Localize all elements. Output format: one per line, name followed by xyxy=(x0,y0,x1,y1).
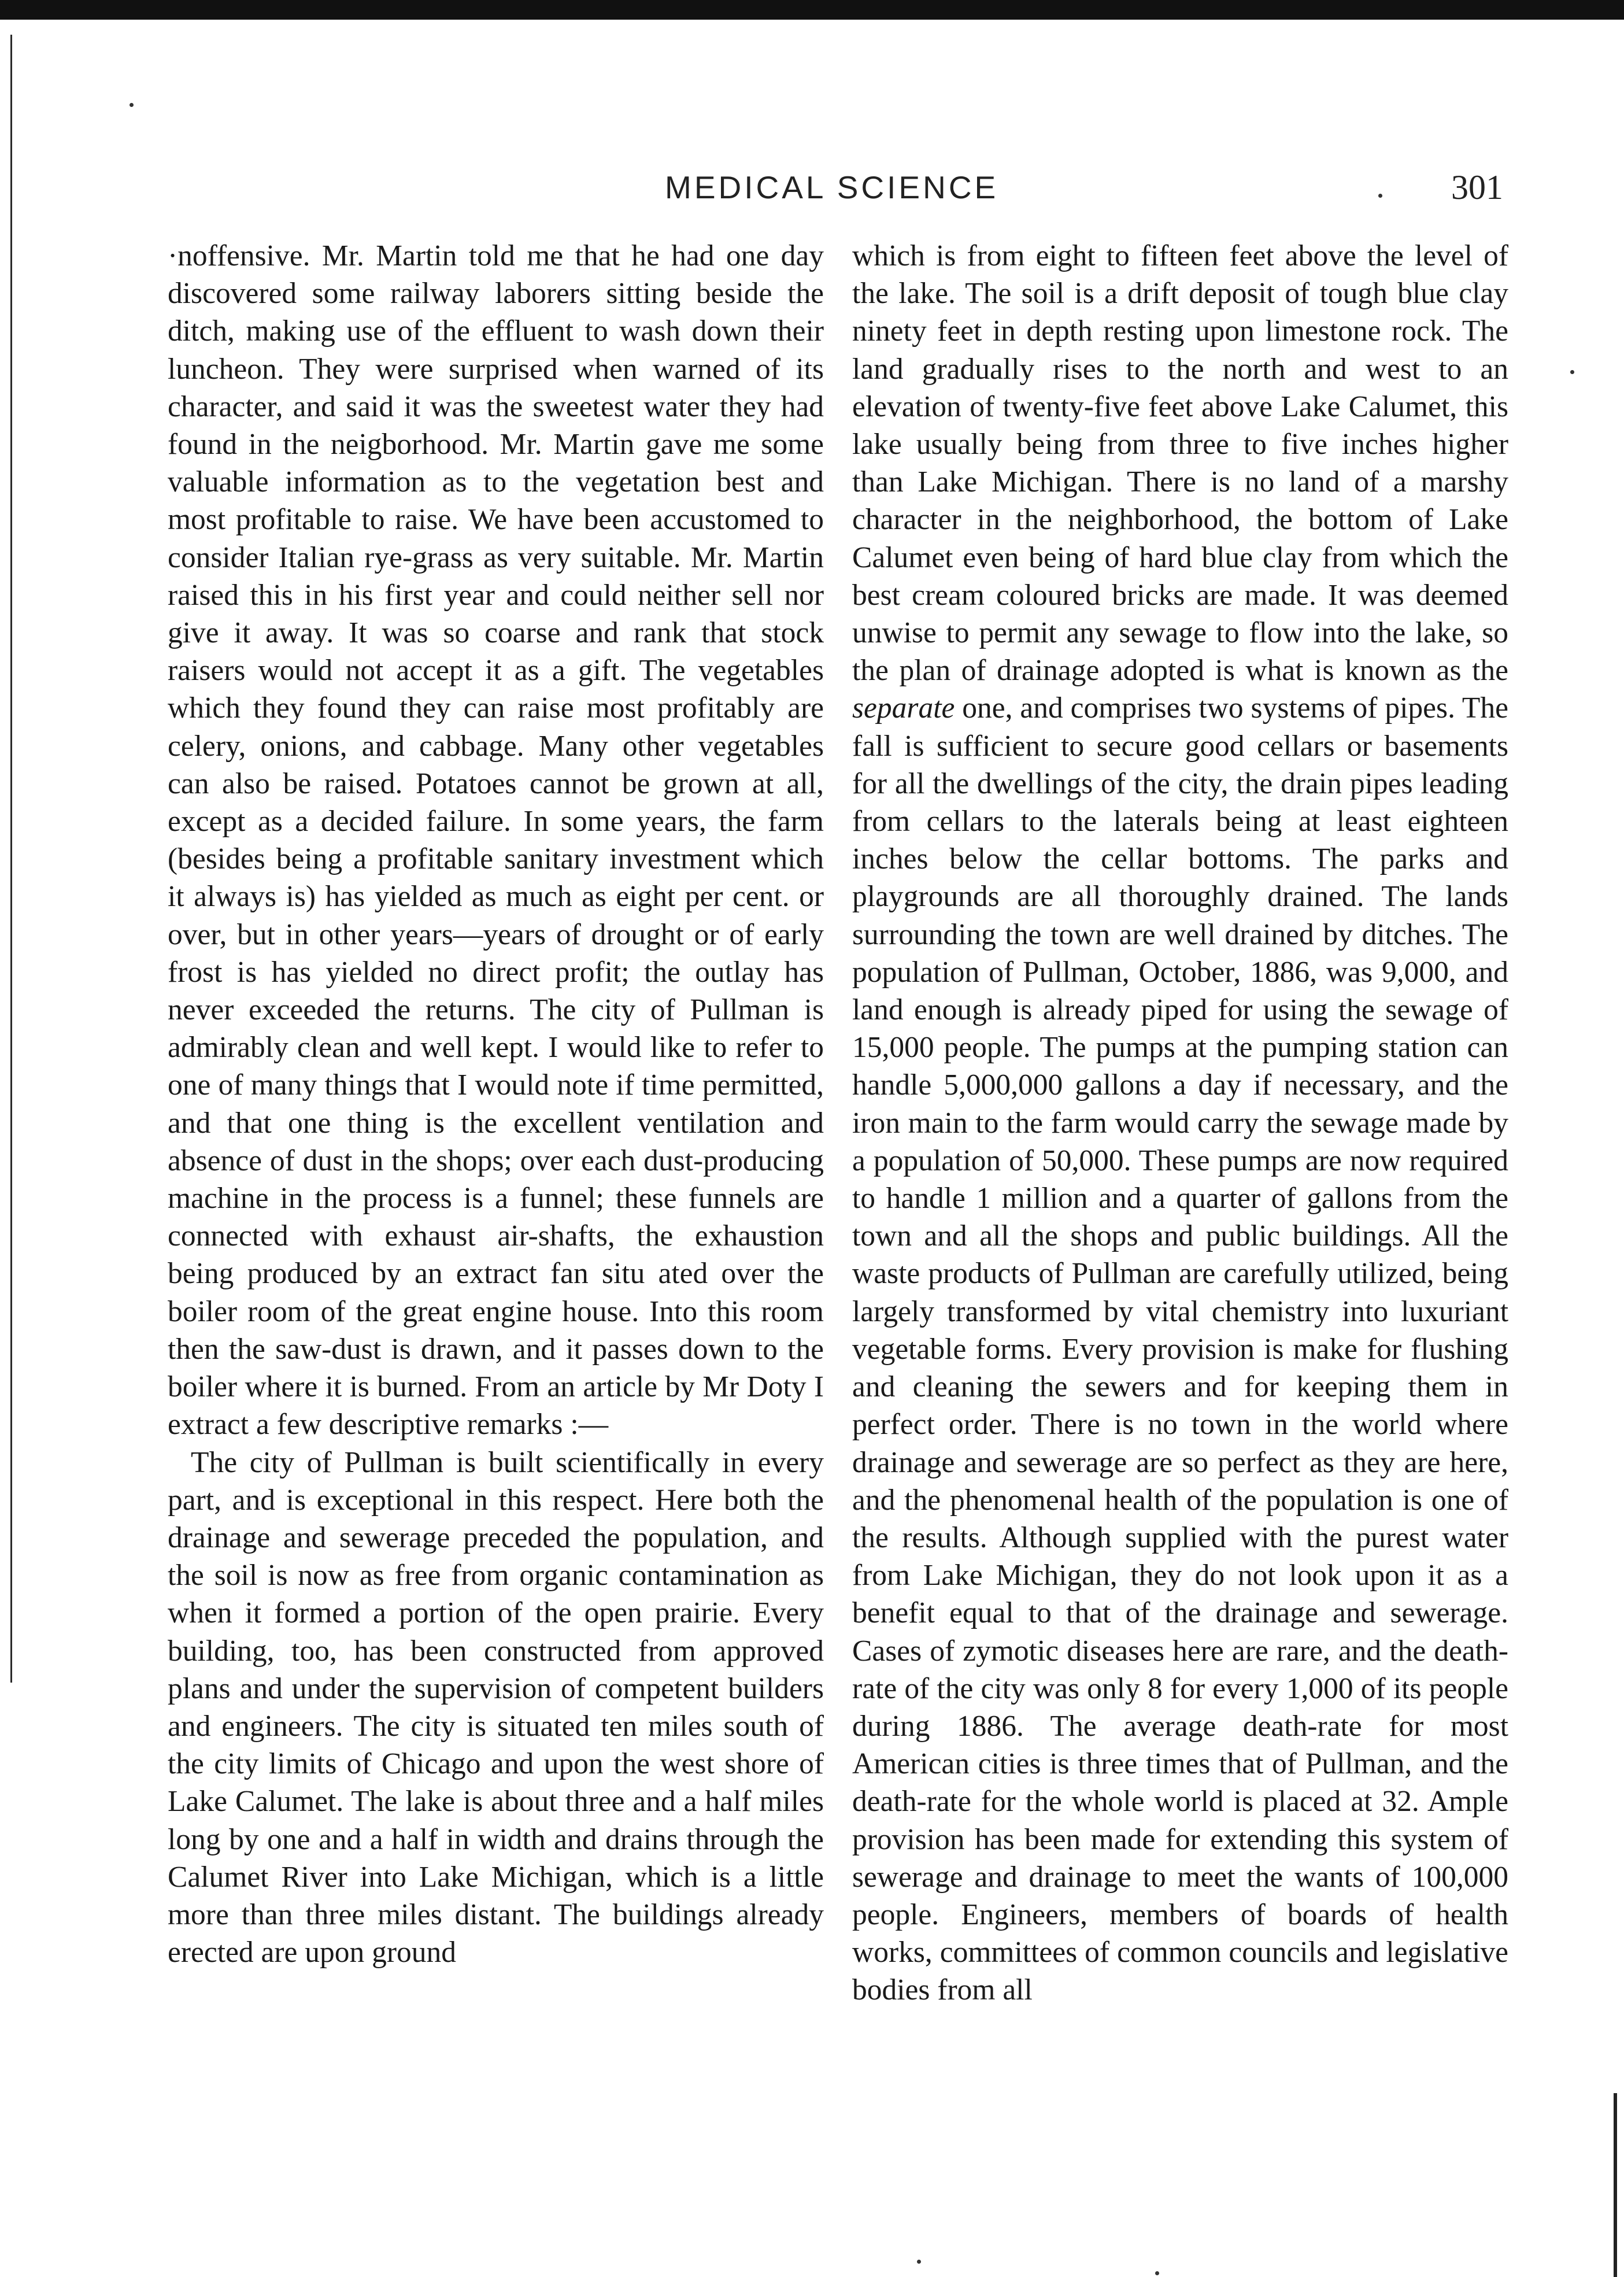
paragraph: The city of Pullman is built scientifically in every part, and is exceptional in this respect. Here both the drainage and sewerage preceded the population, and the soil is now as free from organic contamination as when it formed a portion of the open prairie. Every building, too, has been constructed from approved plans and under the supervision of competent builders and engineers. The city is situated ten miles south of the city limits of Chicago and upon the west shore of Lake Calumet. The lake is about three and a half miles long by one and a half in width and drains through the Calumet River into Lake Michigan, which is a little more than three miles distant. The buildings already erected are upon ground xyxy=(168,1446,824,1969)
scan-left-margin-line xyxy=(10,35,12,1683)
left-column xyxy=(168,237,824,1971)
paragraph: ·noffensive. Mr. Martin told me that he had one day discovered some railway laborers sitting beside the ditch, making use of the effluent to wash down their luncheon. They were surprised when warned of its character, and said it was the sweetest water they had found in the neigborhood. Mr. Martin gave me some valuable information as to the vegetation best and most profitable to raise. We have been accustomed to consider Italian rye-grass as very suitable. Mr. Martin raised this in his first year and could neither sell nor give it away. It was so coarse and rank that stock raisers would not accept it as a gift. The vegetables which they found they can raise most profitably are celery, onions, and cabbage. Many other vegetables can also be raised. Potatoes cannot be grown at all, except as a decided failure. In some years, the farm (besides being a profitable sanitary investment which it always is) has yielded as much as eight per cent. or over, but in other years—years of drought or of early frost is has yielded no direct profit; the outlay has never exceeded the returns. The city of Pullman is admirably clean and well kept. I would like to refer to one of many things that I would note if time permitted, and that one thing is the excellent ventilation and absence of dust in the shops; over each dust-producing machine in the process is a funnel; these funnels are connected with exhaust air-shafts, the exhaustion being produced by an extract fan situ ated over the boiler room of the great engine house. Into this room then the saw-dust is drawn, and it passes down to the boiler where it is burned. From an article by Mr Doty I extract a few descriptive remarks :— xyxy=(168,239,824,1441)
scan-top-border xyxy=(0,0,1624,20)
right-column xyxy=(852,237,1508,2009)
scan-speck xyxy=(1378,194,1382,198)
scan-speck xyxy=(1155,2271,1159,2275)
scan-right-edge-mark xyxy=(1614,2093,1617,2277)
italic-term: separate xyxy=(852,692,955,725)
page-number: 301 xyxy=(1451,168,1503,206)
running-head: MEDICAL SCIENCE xyxy=(665,169,999,205)
scan-speck xyxy=(1570,370,1574,374)
scan-speck xyxy=(917,2260,921,2264)
text-run: one, and comprises two systems of pipes. The fall is sufficient to secure good cellars or basements for all the dwellings of the city, the drain pipes leading from cellars to the laterals being at least eighteen inches below the cellar bottoms. The parks and playgrounds are all thoroughly drained. The lands surrounding the town are well drained by ditches. The population of Pullman, October, 1886, was 9,000, and land enough is already piped for using the sewage of 15,000 people. The pumps at the pumping station can handle 5,000,000 gallons a day if necessary, and the iron main to the farm would carry the sewage made by a population of 50,000. These pumps are now required to handle 1 million and a quarter of gallons from the town and all the shops and public buildings. All the waste products of Pullman are carefully utilized, being largely transformed by vital chemistry into luxuriant vegetable forms. Every provision is make for flushing and cleaning the sewers and for keeping them in perfect order. There is no town in the world where drainage and sewerage are so perfect as they are here, and the phenomenal health of the population is one of the results. Although supplied with the purest water from Lake Michigan, they do not look upon it as a benefit equal to that of the drainage and sewerage. Cases of zymotic diseases here are rare, and the death-rate of the city was only 8 for every 1,000 of its people during 1886. The average death-rate for most American cities is three times that of Pullman, and the death-rate for the whole world is placed at 32. Ample provision has been made for extending this system of sewerage and drainage to meet the wants of 100,000 people. Engineers, members of boards of health works, committees of common councils and legislative bodies from all xyxy=(852,692,1508,2007)
scan-speck xyxy=(130,103,134,107)
text-run: which is from eight to fifteen feet above the level of the lake. The soil is a drift deposit of tough blue clay ninety feet in depth resting upon limestone rock. The land gradually rises to the north and west to an elevation of twenty-five feet above Lake Calumet, this lake usually being from three to five inches higher than Lake Michigan. There is no land of a marshy character in the neighborhood, the bottom of Lake Calumet even being of hard blue clay from which the best cream coloured bricks are made. It was deemed unwise to permit any sewage to flow into the lake, so the plan of drainage adopted is what is known as the xyxy=(852,239,1508,687)
paragraph xyxy=(852,237,1508,2009)
